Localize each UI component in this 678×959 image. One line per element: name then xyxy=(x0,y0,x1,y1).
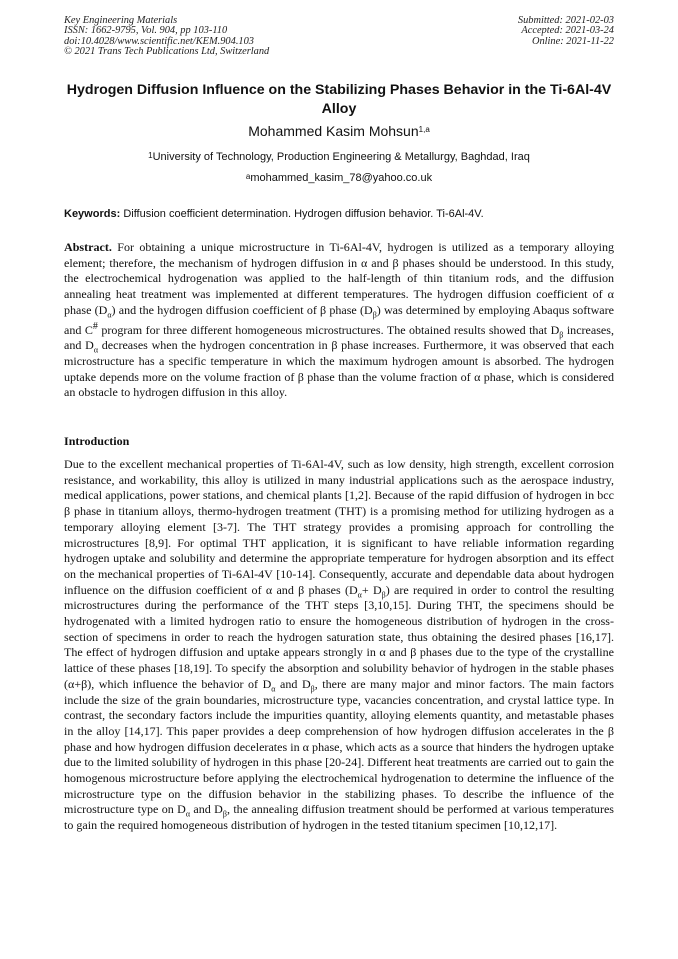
abstract-paragraph xyxy=(64,240,614,401)
subscript-beta: β xyxy=(559,329,564,339)
abstract-text-5: increases, and D xyxy=(64,322,614,353)
submitted-date: Submitted: 2021-02-03 xyxy=(517,15,614,26)
intro-text-2: + D xyxy=(361,582,382,597)
affiliation-1-mark: 1 xyxy=(148,151,153,160)
intro-text-4: and D xyxy=(275,676,311,691)
abstract-label: Abstract. xyxy=(64,240,112,254)
intro-text-3: ) are required in order to control the resulting microstructures during the performance of the THT steps [3,10,15]. During THT, the specimens should be hydrogenated with a limited hydrogen ratio to ensure the homogeneous distribution of hydrogen in the cross-section of specimens in order to reach the hydrogen saturation state, thus obtaining the desired phases [16,17]. The effect of hydrogen diffusion and uptake appears strongly in α and β phases due to the type of the crystalline lattice of these phases [18,19]. To specify the absorption and solubility behavior of hydrogen in the stable phases (α+β), which influence the behavior of D xyxy=(64,582,614,691)
doi-line: doi:10.4028/www.scientific.net/KEM.904.103 xyxy=(64,35,254,47)
online-date: Online: 2021-11-22 xyxy=(531,35,614,47)
superscript-sharp: # xyxy=(92,320,98,332)
abstract-text-1: For obtaining a unique microstructure in Ti-6Al-4V, hydrogen is utilized as a temporary alloying element; therefore, the mechanism of hydrogen diffusion in α and β phases should be understood. In this study, the electrochemical hydrogenation was applied to the half-length of thin titanium rods, and the diffusion annealing heat treatment was implemented at different temperatures. The hydrogen diffusion coefficient of α phase (D xyxy=(64,240,614,317)
introduction-heading: Introduction xyxy=(64,434,130,448)
abstract xyxy=(64,240,614,401)
subscript-alpha: α xyxy=(357,590,362,600)
intro-text-5: , there are many major and minor factors. The main factors include the size of the grain boundaries, microstructure type, vacancies concentration, and crystal lattice type. In contrast, the secondary factors include the impurities quantity, alloying elements quantity, and metastable phases in the alloy [14,17]. This paper provides a deep comprehension of how hydrogen diffusion accelerates in the β phase and how hydrogen diffusion decelerates in α phase, which acts as a source that hinders the hydrogen uptake due to the limited solubility of hydrogen in this phase [20-24]. Different heat treatments are carried out to gain the homogenous microstructure before applying the electrochemical hydrogenation to determine the influence of the microstructure type on the diffusion behavior in the stabilizing phases. To describe the influence of the microstructure type on D xyxy=(64,676,614,817)
keywords-label: Keywords: xyxy=(64,208,121,220)
author-line xyxy=(0,122,678,140)
subscript-alpha: α xyxy=(107,310,112,320)
accepted-date: Accepted: 2021-03-24 xyxy=(521,25,614,37)
journal-name: Key Engineering Materials xyxy=(64,15,178,26)
author-name: Mohammed Kasim Mohsun xyxy=(248,123,419,139)
subscript-beta: β xyxy=(310,684,315,694)
introduction-paragraph xyxy=(64,457,614,834)
affiliation-email xyxy=(0,171,678,185)
subscript-beta: β xyxy=(381,590,386,600)
keywords xyxy=(64,207,616,221)
copyright-line: © 2021 Trans Tech Publications Ltd, Switzerland xyxy=(64,46,270,58)
abstract-text-2: ) and the hydrogen diffusion coefficient of β phase (D xyxy=(111,302,373,317)
intro-text-6: and D xyxy=(190,802,223,817)
subscript-beta: β xyxy=(372,310,377,320)
author-email: mohammed_kasim_78@yahoo.co.uk xyxy=(250,172,433,184)
keywords-text: Diffusion coefficient determination. Hydrogen diffusion behavior. Ti-6Al-4V. xyxy=(123,208,484,220)
subscript-alpha: α xyxy=(185,809,191,819)
intro-text-7: , the annealing diffusion treatment should be performed at various temperatures to gain the required homogeneous distribution of hydrogen in the tested titanium specimen [10,12,17]. xyxy=(64,802,614,833)
dates-header xyxy=(518,16,614,47)
affiliation-email-mark: a xyxy=(245,172,251,181)
subscript-alpha: α xyxy=(271,684,276,694)
issn-line: ISSN: 1662-9795, Vol. 904, pp 103-110 xyxy=(64,25,228,37)
abstract-text-3: ) was determined by employing Abaqus software and C xyxy=(64,302,614,337)
subscript-beta: β xyxy=(222,809,227,819)
intro-text-1: Due to the excellent mechanical properties of Ti-6Al-4V, such as low density, high strength, excellent corrosion resistance, and workability, this alloy is utilized in many industrial applications such as the aerospace industry, medical applications, power stations, and chemical plants [1,2]. Because of the rapid diffusion of hydrogen in bcc β phase in titanium alloys, thermo-hydrogen treatment (THT) is a promising method for utilizing hydrogen as a temporary alloying element [3-7]. The THT strategy provides a promising approach for controlling the microstructures [8,9]. For optimal THT application, it is significant to have reliable information regarding hydrogen uptake and solubility and determine the appropriate temperature for hydrogen absorption and its effect on the mechanical properties of Ti-6Al-4V [10-14]. Consequently, accurate and dependable data about hydrogen influence on the diffusion coefficient of α and β phases (D xyxy=(64,457,614,597)
subscript-alpha: α xyxy=(93,345,99,355)
affiliation-1-text: University of Technology, Production Engineering & Metallurgy, Baghdad, Iraq xyxy=(152,151,530,163)
paper-title: Hydrogen Diffusion Influence on the Stabilizing Phases Behavior in the Ti-6Al-4V Alloy xyxy=(66,82,612,117)
journal-header xyxy=(64,16,269,58)
author-marks: 1,a xyxy=(418,125,430,134)
abstract-text-6: decreases when the hydrogen concentration in β phase increases. Furthermore, it was observed that each microstructure has a specific temperature in which the maximum hydrogen amount is absorbed. The hydrogen uptake depends more on the volume fraction of β phase than the volume fraction of α phase, which is considered an obstacle to hydrogen diffusion in this alloy. xyxy=(64,338,614,400)
affiliation-1 xyxy=(0,150,678,164)
abstract-text-4: program for three different homogeneous microstructures. The obtained results showed that D xyxy=(97,322,560,337)
introduction xyxy=(64,457,614,834)
